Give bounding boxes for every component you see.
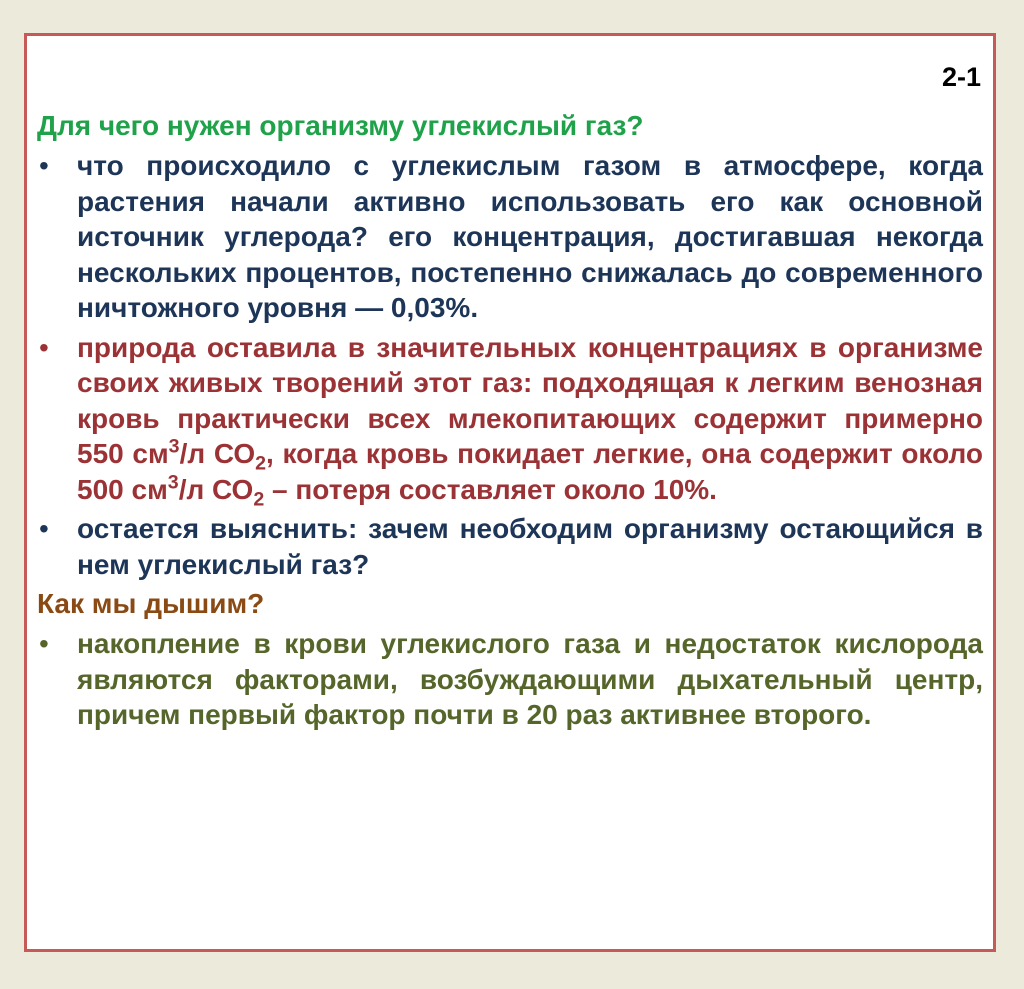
slide-content [37, 108, 983, 733]
bullet-blood-text-2: /л СО [179, 438, 256, 469]
bullet-blood-text-3: , когда кровь покидает легкие, она содержит около 500 см [77, 438, 983, 505]
slide-number: 2-1 [941, 62, 981, 92]
superscript-3: 3 [167, 471, 179, 494]
heading-co2-purpose: Для чего нужен организму углекислый газ? [37, 110, 644, 141]
superscript-3: 3 [168, 435, 180, 458]
bullet-marker: • [39, 513, 49, 544]
bullet-blood-text-4: /л СО [178, 473, 254, 505]
bullet-atmosphere-text: что происходило с углекислым газом в атмосфере, когда растения начали активно использовать его как основной источник углерода? его концентрация, достигавшая некогда нескольких процентов, постепенно снижалась до современного ничтожного уровня — 0,03%. [77, 150, 983, 323]
bullet-blood-text-5: – потеря составляет около 10%. [264, 473, 717, 505]
bullet-blood-concentration [37, 330, 983, 511]
bullet-remaining-text: остается выяснить: зачем необходим организму остающийся в нем углекислый газ? [77, 513, 983, 580]
bullet-remaining-question [37, 511, 983, 582]
subscript-2: 2 [255, 452, 267, 475]
bullet-marker: • [39, 331, 49, 363]
bullet-marker: • [39, 628, 49, 659]
subscript-2: 2 [253, 488, 265, 511]
slide-frame [24, 33, 996, 952]
bullet-marker: • [39, 150, 49, 181]
bullet-respiratory-center [37, 626, 983, 733]
bullet-respiratory-text: накопление в крови углекислого газа и недостаток кислорода являются факторами, возбуждающими дыхательный центр, причем первый фактор почти в 20 раз активнее второго. [77, 628, 983, 730]
bullet-blood-text-1: природа оставила в значительных концентрациях в организме своих живых творений этот газ: подходящая к легким венозная кровь практически всех млекопитающих содержит примерно 550 см [77, 331, 983, 469]
bullet-atmosphere [37, 148, 983, 326]
heading-how-we-breathe: Как мы дышим? [37, 588, 265, 619]
